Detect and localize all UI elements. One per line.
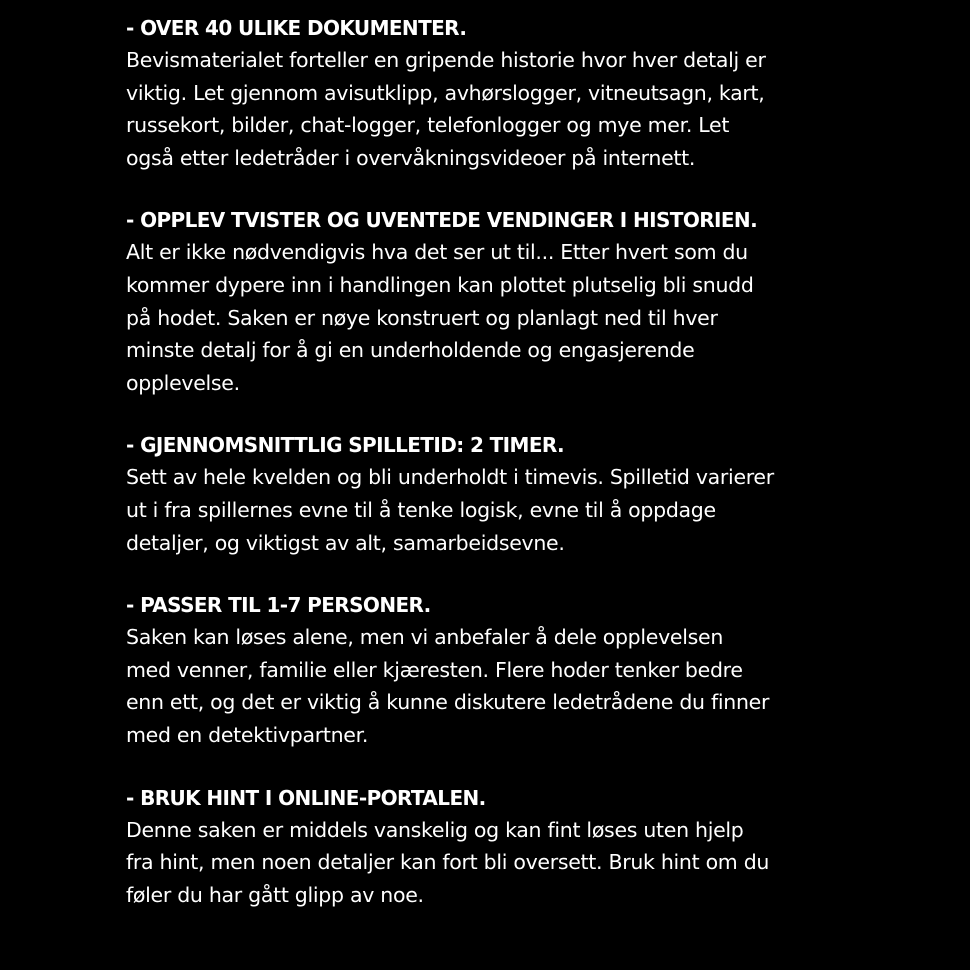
body-line: Sett av hele kvelden og bli underholdt i timevis. Spilletid varierer	[126, 465, 774, 490]
body-line: Alt er ikke nødvendigvis hva det ser ut til... Etter hvert som du	[126, 240, 748, 265]
body-line: Bevismaterialet forteller en gripende historie hvor hver detalj er	[126, 48, 766, 72]
body-line: på hodet. Saken er nøye konstruert og planlagt ned til hver	[126, 305, 718, 330]
body-line: føler du har gått glipp av noe.	[126, 882, 424, 907]
section-title: - BRUK HINT I ONLINE-PORTALEN.	[126, 785, 486, 810]
section-body	[126, 44, 906, 174]
body-line: russekort, bilder, chat-logger, telefonlogger og mye mer. Let	[126, 113, 730, 138]
body-line: også etter ledetråder i overvåkningsvideoer på internett.	[126, 145, 696, 170]
body-line: viktig. Let gjennom avisutklipp, avhørslogger, vitneutsagn, kart,	[126, 80, 765, 105]
body-line: ut i fra spillernes evne til å tenke logisk, evne til å oppdage	[126, 497, 716, 522]
section-playtime	[126, 429, 906, 559]
body-line: Saken kan løses alene, men vi anbefaler å dele opplevelsen	[126, 625, 724, 650]
section-title: - PASSER TIL 1-7 PERSONER.	[126, 593, 431, 618]
section-title: - GJENNOMSNITTLIG SPILLETID: 2 TIMER.	[126, 433, 565, 458]
body-line: kommer dypere inn i handlingen kan plottet plutselig bli snudd	[126, 272, 754, 297]
section-documents	[126, 12, 906, 174]
body-line: minste detalj for å gi en underholdende og engasjerende	[126, 338, 695, 363]
feature-list	[126, 12, 906, 941]
section-body	[126, 236, 906, 399]
section-hints	[126, 782, 906, 912]
body-line: med en detektivpartner.	[126, 722, 369, 747]
body-line: Denne saken er middels vanskelig og kan fint løses uten hjelp	[126, 817, 744, 842]
section-body	[126, 461, 906, 559]
section-body	[126, 814, 906, 912]
body-line: detaljer, og viktigst av alt, samarbeidsevne.	[126, 530, 565, 555]
body-line: med venner, familie eller kjæresten. Flere hoder tenker bedre	[126, 657, 743, 682]
section-title: - OPPLEV TVISTER OG UVENTEDE VENDINGER I HISTORIEN.	[126, 208, 758, 233]
body-line: fra hint, men noen detaljer kan fort bli oversett. Bruk hint om du	[126, 850, 770, 875]
section-body	[126, 621, 906, 751]
section-players	[126, 589, 906, 751]
section-title: - OVER 40 ULIKE DOKUMENTER.	[126, 16, 467, 40]
section-twists	[126, 204, 906, 399]
body-line: enn ett, og det er viktig å kunne diskutere ledetrådene du finner	[126, 690, 770, 715]
body-line: opplevelse.	[126, 370, 240, 395]
